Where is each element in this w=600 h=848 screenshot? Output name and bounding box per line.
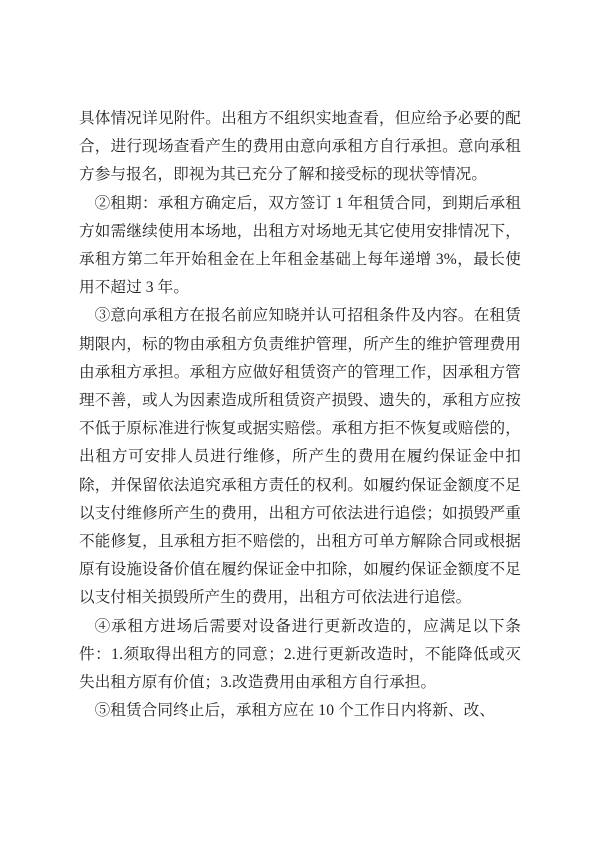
paragraph-clause-5-termination: ⑤租赁合同终止后，承租方应在 10 个工作日内将新、改、	[94, 702, 496, 720]
paragraph-clause-3-maintenance: ③意向承租方在报名前应知晓并认可招租条件及内容。在租赁期限内，标的物由承租方负责维护管理，所产生的维护管理费用由承租方承担。承租方应做好租赁资产的管理工作，因承租方管理不善，或人为因素造成所租赁资产损毁、遗失的，承租方应按不低于原标准进行恢复或据实赔偿。承租方拒不恢复或赔偿的，出租方可安排人员进行维修，所产生的费用在履约保证金中扣除，并保留依法追究承租方责任的权利。如履约保证金额度不足以支付维修所产生的费用，出租方可依法进行追偿；如损毁严重不能修复，且承租方拒不赔偿的，出租方可单方解除合同或根据原有设施设备价值在履约保证金中扣除，如履约保证金额度不足以支付相关损毁所产生的费用，出租方可依法进行追偿。	[79, 307, 521, 607]
paragraph-clause-4-renovation: ④承租方进场后需要对设备进行更新改造的，应满足以下条件：1.须取得出租方的同意；2.进行更新改造时，不能降低或灭失出租方原有价值；3.改造费用由承租方自行承担。	[79, 617, 521, 692]
paragraph-clause-2-lease-term: ②租期：承租方确定后，双方签订 1 年租赁合同，到期后承租方如需继续使用本场地，出租方对场地无其它使用安排情况下，承租方第二年开始租金在上年租金基础上每年递增 3%，最长使用不超过 3 年。	[79, 194, 521, 297]
paragraph-continuation: 具体情况详见附件。出租方不组织实地查看，但应给予必要的配合，进行现场查看产生的费用由意向承租方自行承担。意向承租方参与报名，即视为其已充分了解和接受标的现状等情况。	[79, 110, 521, 184]
document-text-block	[79, 105, 521, 725]
